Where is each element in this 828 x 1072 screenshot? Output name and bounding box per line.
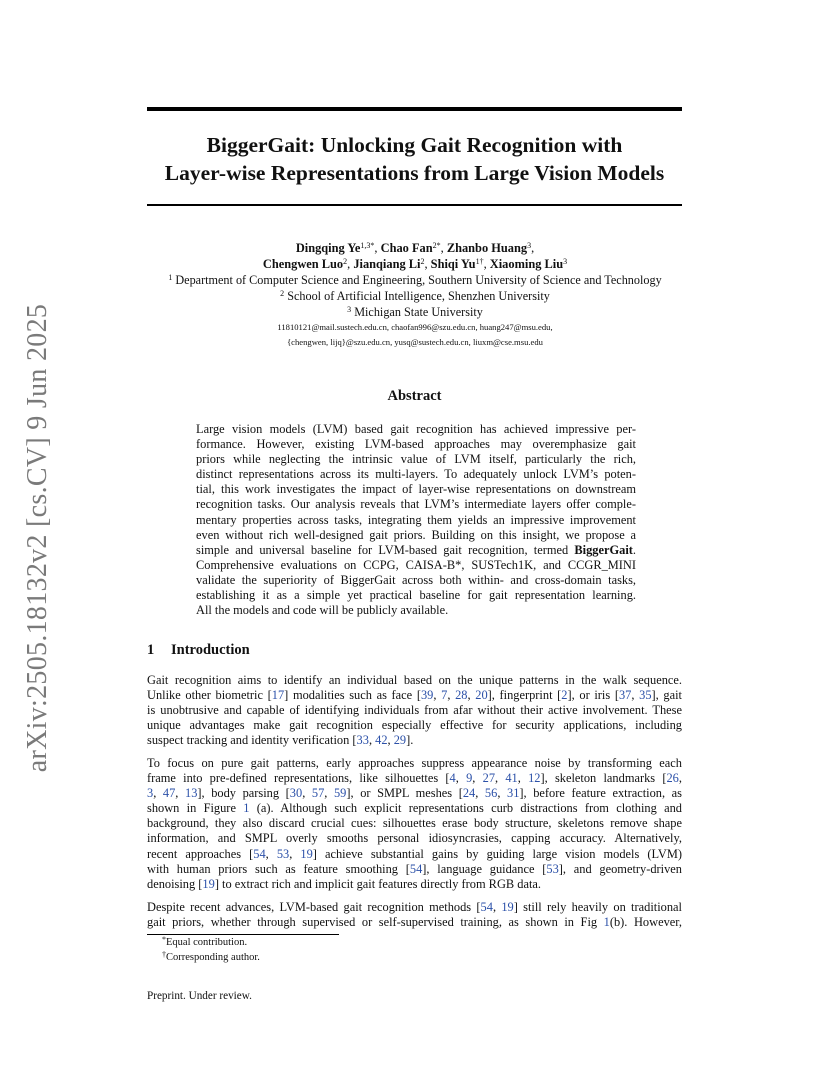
text-line [147, 816, 682, 831]
text-segment: ] still rely heavily on traditional [513, 900, 682, 914]
affiliation-num: 3 [347, 305, 352, 314]
affiliation-text: Michigan State University [354, 305, 483, 319]
citation-link[interactable]: 9 [466, 771, 473, 786]
section-number: 1 [147, 642, 155, 658]
text-segment: frame into pre-defined representations, like silhouettes [ [147, 771, 450, 786]
text-line [147, 915, 682, 930]
footnote-mark: * [162, 935, 166, 944]
bold-term: BiggerGait [574, 542, 633, 557]
citation-link[interactable]: 19 [300, 846, 313, 861]
text-segment: Gait recognition aims to identify an individual based on the unique patterns in the walk sequence. [147, 673, 682, 687]
citation-link[interactable]: 30 [289, 786, 303, 801]
footnote-text: Equal contribution. [166, 937, 248, 948]
citation-link[interactable]: 1 [603, 915, 610, 930]
abstract-line: All the models and code will be publicly available. [196, 603, 449, 618]
text-segment: , [517, 771, 529, 786]
text-segment: , [289, 846, 301, 861]
author-sup: 1,3* [360, 241, 375, 250]
abstract-line: Large vision models (LVM) based gait recognition has achieved impressive per- [196, 422, 636, 436]
abstract-line: mentary properties across tasks, integrating them yields an impressive improvement [196, 512, 636, 527]
footnote-text: Corresponding author. [166, 952, 260, 963]
text-segment: ], fingerprint [ [487, 688, 562, 703]
abstract-line-text: simple and universal baseline for LVM-based gait recognition, termed [196, 542, 575, 557]
citation-link[interactable]: 57 [311, 786, 325, 801]
author-sup: 3 [527, 241, 532, 250]
text-segment: , [455, 771, 467, 786]
text-segment: ], language guidance [ [422, 861, 547, 876]
author-line-1: Dingqing $Ye^{1,3*}$, Chao Fan$^{2*}$, Zhanbo Huang$^3$, [295, 241, 535, 255]
text-segment: ], before feature extraction, as [519, 786, 683, 801]
citation-link[interactable]: 33 [356, 733, 369, 748]
author-name: Zhanbo Huang [446, 241, 528, 255]
text-segment: shown in Figure [147, 801, 244, 816]
text-segment: , [495, 771, 506, 786]
affiliation-2 [120, 288, 710, 304]
abstract-line: establishing it as a simple yet practical baseline for gait representation learning. [196, 588, 636, 603]
author-block [120, 240, 710, 350]
text-segment: ] modalities such as face [ [284, 688, 421, 703]
footer-note: Preprint. Under review. [147, 990, 252, 1002]
text-segment: ]. [406, 733, 414, 748]
abstract-line: tial, this work investigates the impact of layer-wise representations on downstream [196, 482, 636, 497]
citation-link[interactable]: 27 [482, 771, 496, 786]
citation-link[interactable]: 54 [480, 900, 493, 914]
text-line [147, 673, 682, 688]
abstract-heading: Abstract [387, 388, 442, 404]
citation-link[interactable]: 1 [243, 801, 250, 816]
author-sup: 2 [420, 257, 425, 266]
text-line [147, 733, 682, 748]
citation-link[interactable]: 54 [253, 846, 266, 861]
text-segment: (b). However, [609, 915, 682, 930]
abstract-line: formance. However, existing LVM-based approaches may overemphasize gait [196, 437, 636, 452]
citation-link[interactable]: 7 [441, 688, 448, 703]
footnote-rule [147, 934, 339, 935]
text-line [147, 786, 682, 801]
text-segment: , [678, 771, 682, 786]
citation-link[interactable]: 54 [409, 861, 423, 876]
text-line [147, 862, 682, 877]
email-line-1: 11810121@mail.sustech.edu.cn, chaofan996@szu.edu.cn, huang247@msu.edu, [277, 322, 553, 332]
text-segment: , [447, 688, 456, 703]
text-segment: Unlike other biometric [ [147, 688, 272, 703]
citation-link[interactable]: 59 [333, 786, 347, 801]
text-segment: , [467, 688, 476, 703]
text-segment: suspect tracking and identity verification [ [147, 733, 357, 748]
text-segment: gait priors, whether through supervised or self-supervised training, as shown in Fig [147, 915, 604, 930]
citation-link[interactable]: 41 [505, 771, 518, 786]
author-sup: 2* [432, 241, 441, 250]
text-segment: ] to extract rich and implicit gait features directly from RGB data. [214, 876, 541, 891]
abstract-line: distinct representations across its multi-layers. To adequately unlock LVM’s poten- [196, 467, 636, 482]
text-segment: ] achieve substantial gains by guiding large vision models (LVM) [312, 846, 682, 861]
citation-link[interactable]: 42 [375, 733, 388, 748]
paragraph-3 [147, 900, 682, 930]
text-segment: , [497, 786, 508, 801]
text-segment: denoising [ [147, 876, 203, 891]
affiliation-1 [120, 272, 710, 288]
abstract-body [196, 422, 636, 618]
text-line [147, 900, 682, 915]
affiliation-num: 1 [168, 273, 173, 282]
citation-link[interactable]: 17 [271, 688, 285, 703]
text-segment: unique advantages make gait recognition especially effective for security applications, including [147, 718, 682, 733]
citation-link[interactable]: 13 [185, 786, 198, 801]
text-segment: , [472, 771, 483, 786]
citation-link[interactable]: 53 [276, 846, 290, 861]
citation-link[interactable]: 3 [147, 786, 154, 801]
text-segment: , [153, 786, 163, 801]
title-line-1: BiggerGait: Unlocking Gait Recognition with [206, 133, 623, 157]
citation-link[interactable]: 39 [420, 688, 434, 703]
text-segment: with human priors such as feature smoothing [ [147, 861, 410, 876]
citation-link[interactable]: 24 [462, 786, 476, 801]
citation-link[interactable]: 2 [561, 688, 568, 703]
title-rule-top [147, 107, 682, 111]
footnote-1 [162, 937, 247, 948]
text-line [147, 703, 682, 718]
citation-link[interactable]: 26 [666, 771, 679, 786]
text-segment: ], body parsing [ [197, 786, 290, 801]
text-line [147, 756, 682, 771]
text-segment: To focus on pure gait patterns, early approaches suppress appearance noise by transforming each [147, 756, 682, 770]
abstract-line: validate the superiority of BiggerGait across both within- and cross-domain tasks, [196, 572, 636, 587]
section-heading [147, 642, 250, 659]
author-name: Shiqi Yu [430, 257, 476, 271]
author-sup: 2 [343, 257, 348, 266]
author-sup: 1† [475, 257, 484, 266]
section-title: Introduction [171, 642, 250, 658]
citation-link[interactable]: 56 [484, 786, 498, 801]
paragraph-2 [147, 756, 682, 892]
author-name: Jianqiang Li [353, 257, 421, 271]
affiliation-text: Department of Computer Science and Engineering, Southern University of Science and Technology [175, 273, 662, 287]
text-line [147, 688, 682, 703]
abstract-line: even without rich well-designed gait priors. Building on this insight, we propose a [196, 527, 636, 542]
text-segment: , [387, 733, 394, 748]
title-rule-bottom [147, 204, 682, 206]
text-line [147, 718, 682, 733]
abstract-line: simple and universal baseline for LVM-based gait recognition, termed BiggerGait. [196, 542, 636, 557]
arxiv-id: arXiv:2505.18132v2 [cs.CV] 9 Jun 2025 [22, 303, 53, 773]
citation-link[interactable]: 35 [639, 688, 652, 703]
paper-title [147, 131, 682, 187]
citation-link[interactable]: 31 [507, 786, 520, 801]
citation-link[interactable]: 19 [202, 876, 215, 891]
text-segment: , [324, 786, 334, 801]
citation-link[interactable]: 19 [501, 900, 514, 914]
citation-link[interactable]: 12 [528, 771, 541, 786]
text-segment: ], or iris [ [567, 688, 619, 703]
text-segment: background, they also discard crucial cues: silhouettes erase body structure, skeletons remove shape [147, 816, 682, 831]
text-segment: , [302, 786, 312, 801]
abstract-line: recognition tasks. Our analysis reveals that LVM’s intermediate layers offer comple- [196, 497, 636, 512]
text-line [147, 847, 682, 862]
paragraph-1 [147, 673, 682, 748]
text-segment: , [265, 846, 277, 861]
citation-link[interactable]: 29 [393, 733, 407, 748]
text-segment: , [631, 688, 640, 703]
text-line [147, 771, 682, 786]
author-sup: 3 [563, 257, 568, 266]
text-line [147, 877, 682, 892]
text-segment: , [433, 688, 442, 703]
footnote-mark: † [162, 950, 166, 959]
author-name: Chao Fan [380, 241, 433, 255]
abstract-line: Comprehensive evaluations on CCPG, CAISA-B*, SUSTech1K, and CCGR_MINI [196, 557, 636, 572]
title-line-2: Layer-wise Representations from Large Vision Models [164, 161, 665, 185]
citation-link[interactable]: 4 [449, 771, 456, 786]
citation-link[interactable]: 47 [162, 786, 176, 801]
text-segment: is unobtrusive and capable of identifying individuals from afar without their active involvement. These [147, 703, 682, 718]
text-segment: information, and SMPL overly smooths personal idiosyncrasies, capping accuracy. Alternatively, [147, 831, 682, 846]
arxiv-side-stamp [18, 303, 58, 773]
text-segment: , [475, 786, 485, 801]
citation-link[interactable]: 37 [618, 688, 632, 703]
citation-link[interactable]: 20 [475, 688, 488, 703]
affiliation-3 [120, 304, 710, 320]
text-segment: Despite recent advances, LVM-based gait recognition methods [ [147, 900, 481, 914]
text-segment: ], gait [651, 688, 682, 703]
affiliation-text: School of Artificial Intelligence, Shenzhen University [287, 289, 550, 303]
author-name: Chengwen Luo [262, 257, 344, 271]
text-line [147, 801, 682, 816]
affiliation-num: 2 [280, 289, 285, 298]
text-segment: , [175, 786, 185, 801]
text-segment: (a). Although such explicit representations curb distractions from clothing and [249, 801, 683, 816]
text-line [147, 831, 682, 846]
abstract-line: priors while neglecting the intrinsic value of LVM itself, particularly the rich, [196, 452, 636, 467]
text-segment: recent approaches [ [147, 846, 254, 861]
citation-link[interactable]: 28 [455, 688, 468, 703]
text-segment: ], or SMPL meshes [ [346, 786, 463, 801]
footnote-2 [162, 952, 260, 963]
email-line-2: {chengwen, lijq}@szu.edu.cn, yusq@sustech.edu.cn, liuxm@cse.msu.edu [287, 337, 543, 347]
author-line-2: Chengwen Luo$^2$, Jianqiang Li$^2$, Shiqi $Yu^{1\dagger}$, Xiaoming Liu$^3$ [262, 257, 568, 271]
author-name: Dingqing Ye [295, 241, 361, 255]
text-segment: ], skeleton landmarks [ [540, 771, 667, 786]
text-segment: , [492, 900, 502, 914]
text-segment: , [368, 733, 376, 748]
citation-link[interactable]: 53 [546, 861, 559, 876]
text-segment: ], and geometry-driven [558, 861, 682, 876]
author-name: Xiaoming Liu [489, 257, 564, 271]
